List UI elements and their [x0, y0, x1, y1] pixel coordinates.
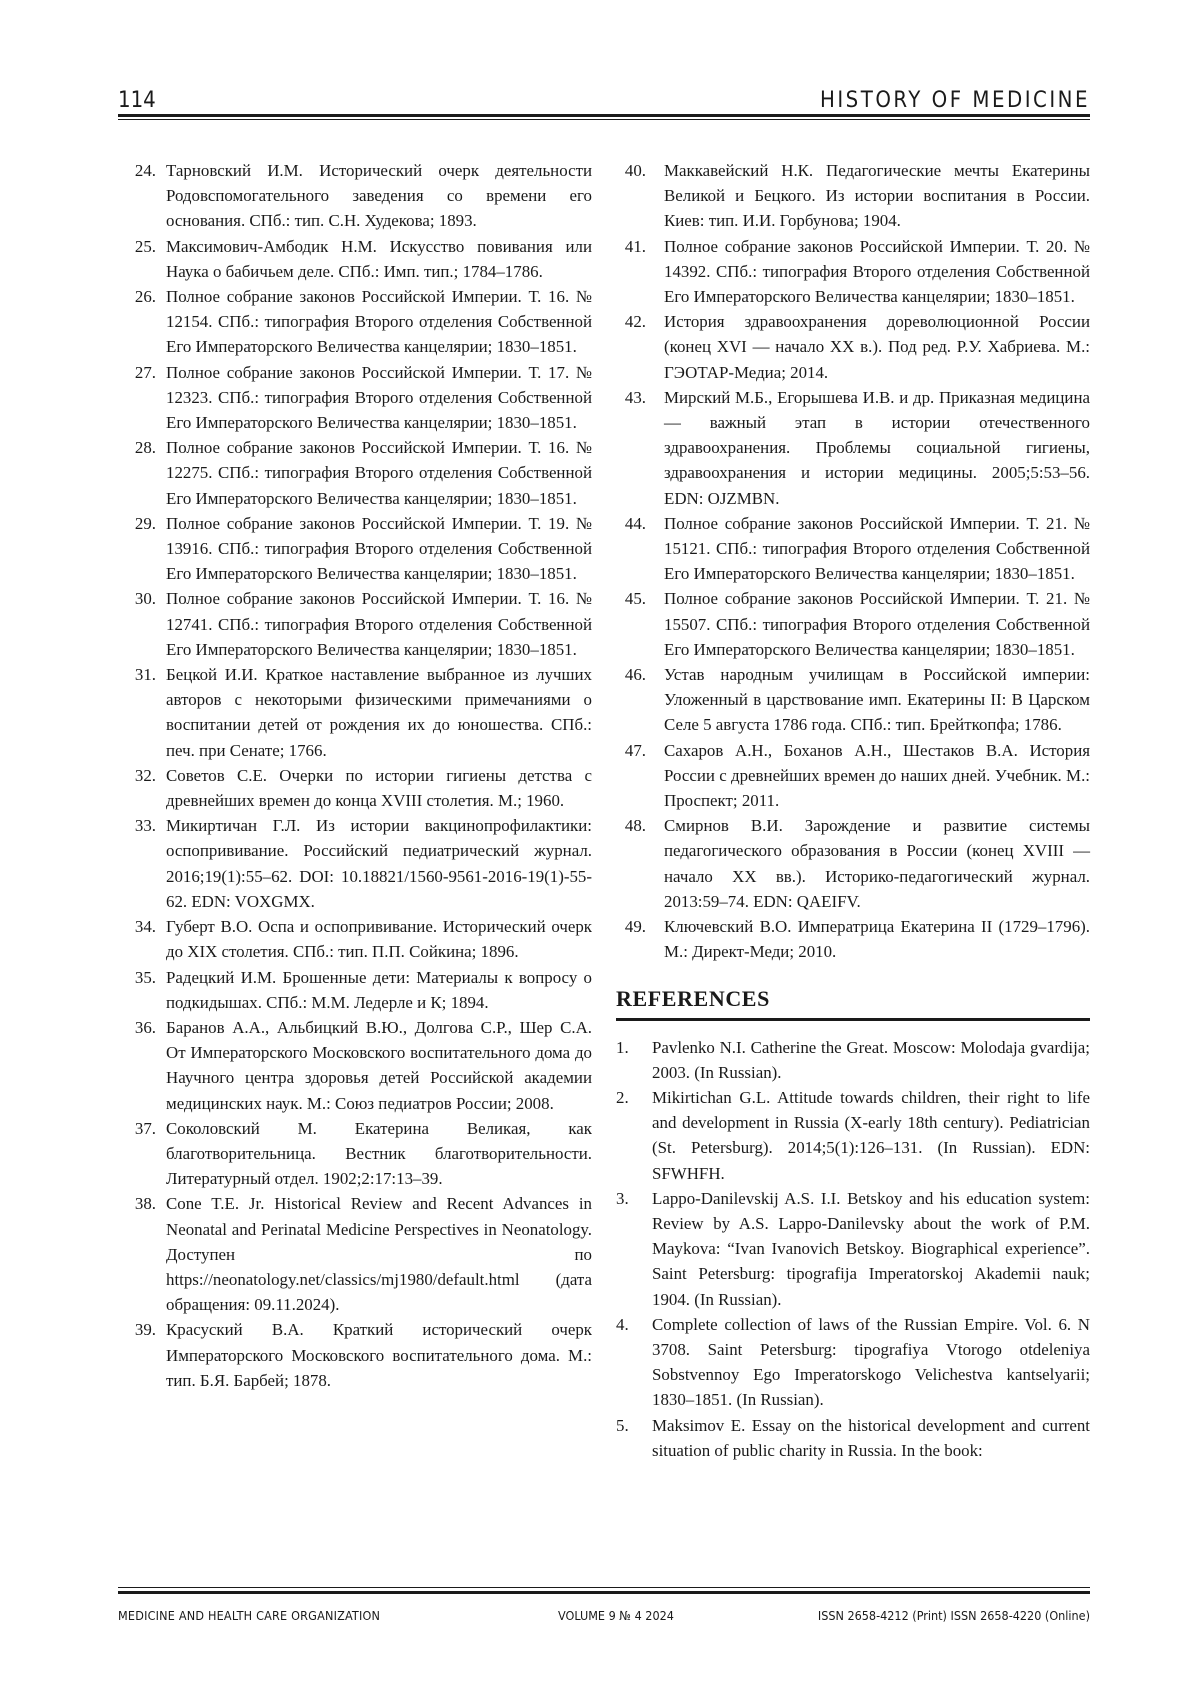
reference-text: Полное собрание законов Российской Империи. Т. 21. № 15121. СПб.: типография Второго отделения Собственной Его Императорского Величества канцелярии; 1830–1851. — [664, 513, 1090, 584]
reference-text: Радецкий И.М. Брошенные дети: Материалы к вопросу о подкидышах. СПб.: М.М. Ледерле и К; 1894. — [166, 967, 592, 1012]
footer-volume: VOLUME 9 № 4 2024 — [558, 1608, 674, 1623]
reference-item — [118, 511, 592, 587]
reference-number: 49. — [624, 917, 646, 937]
reference-item — [616, 1085, 1090, 1186]
reference-item — [616, 738, 1090, 814]
reference-text: Полное собрание законов Российской Империи. Т. 17. № 12323. СПб.: типография Второго отделения Собственной Его Императорского Величества канцелярии; 1830–1851. — [166, 362, 592, 433]
reference-number: 24. — [134, 161, 156, 180]
reference-text: Мирский М.Б., Егорышева И.В. и др. Приказная медицина — важный этап в истории отечественного здравоохранения. Проблемы социальной гигиены, здравоохранения и истории медицины. 2005;5:53–56. EDN: OJZMBN. — [664, 387, 1090, 508]
page-number: 114 — [118, 88, 156, 113]
footer-rule-thin — [118, 1587, 1090, 1588]
reference-text: Смирнов В.И. Зарождение и развитие системы педагогического образования в России (конец XVIII — начало XX вв.). Историко-педагогический журнал. 2013:59–74. EDN: QAEIFV. — [664, 816, 1090, 911]
reference-number: 47. — [624, 740, 646, 760]
reference-text: Полное собрание законов Российской Империи. Т. 16. № 12154. СПб.: типография Второго отделения Собственной Его Императорского Величества канцелярии; 1830–1851. — [166, 287, 592, 357]
reference-item — [616, 1186, 1090, 1312]
reference-number: 28. — [134, 438, 156, 458]
reference-text: Устав народным училищам в Российской империи: Уложенный в царствование имп. Екатерины II: В Царском Селе 5 августа 1786 года. СПб.: тип. Брейткопфа; 1786. — [664, 665, 1090, 735]
reference-item — [616, 1312, 1090, 1413]
page-footer — [118, 1608, 1090, 1632]
reference-text: Полное собрание законов Российской Империи. Т. 21. № 15507. СПб.: типография Второго отделения Собственной Его Императорского Величества канцелярии; 1830–1851. — [664, 589, 1090, 659]
reference-item — [616, 1413, 1090, 1463]
reference-number: 30. — [134, 589, 156, 609]
reference-text: История здравоохранения дореволюционной России (конец XVI — начало XX в.). Под ред. Р.У. Хабриева. М.: ГЭОТАР-Медиа; 2014. — [664, 312, 1090, 382]
reference-text: Полное собрание законов Российской Империи. Т. 20. № 14392. СПб.: типография Второго отделения Собственной Его Императорского Величества канцелярии; 1830–1851. — [664, 236, 1090, 307]
footer-rule-thick — [118, 1591, 1090, 1594]
reference-text: Соколовский М. Екатерина Великая, как благотворительница. Вестник благотворительности. Литературный отдел. 1902;2:17:13–39. — [166, 1118, 592, 1189]
reference-text: Complete collection of laws of the Russian Empire. Vol. 6. N 3708. Saint Petersburg: tipografiya Vtorogo otdeleniya Sobstvennoy Ego Imperatorskogo Velichestva kantselyarii; 1830–1851. (In Russian). — [652, 1314, 1090, 1410]
reference-number: 2. — [616, 1087, 629, 1107]
reference-item — [118, 914, 592, 964]
reference-number: 32. — [134, 765, 156, 785]
reference-item — [118, 284, 592, 360]
reference-item — [118, 158, 592, 234]
reference-number: 37. — [134, 1118, 156, 1138]
reference-number: 46. — [624, 665, 646, 685]
reference-text: Сахаров А.Н., Боханов А.Н., Шестаков В.А. История России с древнейших времен до наших дней. Учебник. М.: Проспект; 2011. — [664, 740, 1090, 811]
reference-item — [118, 360, 592, 436]
reference-number: 35. — [134, 967, 156, 987]
reference-item — [616, 158, 1090, 234]
reference-item — [118, 813, 592, 914]
reference-item — [616, 511, 1090, 587]
footer-journal-name: MEDICINE AND HEALTH CARE ORGANIZATION — [118, 1608, 381, 1623]
reference-text: Lappo-Danilevskij A.S. I.I. Betskoy and his education system: Review by A.S. Lappo-Danilevsky about the work of P.M. Maykova: “Ivan Ivanovich Betskoy. Biographical experience”. Saint Petersburg: tipografija Imperatorskoj Akademii nauk; 1904. (In Russian). — [652, 1188, 1090, 1309]
reference-number: 42. — [624, 312, 646, 332]
reference-item — [118, 1191, 592, 1317]
reference-number: 36. — [134, 1017, 156, 1037]
reference-number: 4. — [616, 1314, 629, 1334]
reference-number: 41. — [624, 236, 646, 256]
reference-number: 34. — [134, 917, 156, 937]
reference-item — [616, 234, 1090, 310]
reference-text: Тарновский И.М. Исторический очерк деятельности Родовспомогательного заведения со времени его основания. СПб.: тип. С.Н. Худекова; 1893. — [166, 161, 592, 231]
reference-text: Mikirtichan G.L. Attitude towards children, their right to life and development in Russia (X-early 18th century). Pediatrician (St. Petersburg). 2014;5(1):126–131. (In Russian). EDN: SFWHFH. — [652, 1087, 1090, 1183]
reference-item — [118, 1116, 592, 1192]
reference-item — [616, 813, 1090, 914]
references-heading-rule — [616, 1018, 1090, 1021]
reference-text: Максимович-Амбодик Н.М. Искусство повивания или Наука о бабичьем деле. СПб.: Имп. тип.; 1784–1786. — [166, 236, 592, 281]
footer-issn: ISSN 2658-4212 (Print) ISSN 2658-4220 (Online) — [817, 1608, 1090, 1623]
reference-number: 3. — [616, 1188, 629, 1208]
reference-number: 26. — [134, 287, 156, 307]
header-rule-thin — [118, 119, 1090, 120]
reference-number: 40. — [624, 161, 646, 180]
reference-text: Ключевский В.О. Императрица Екатерина II (1729–1796). М.: Директ-Меди; 2010. — [664, 917, 1090, 962]
reference-text: Maksimov E. Essay on the historical development and current situation of public charity in Russia. In the book: — [652, 1415, 1090, 1460]
references-heading: REFERENCES — [616, 985, 770, 1011]
reference-number: 5. — [616, 1415, 629, 1435]
reference-number: 48. — [624, 816, 646, 836]
reference-text: Микиртичан Г.Л. Из истории вакцинопрофилактики: оспопрививание. Российский педиатрический журнал. 2016;19(1):55–62. DOI: 10.18821/1560-9561-2016-19(1)-55-62. EDN: VOXGMX. — [166, 816, 592, 911]
reference-list-en — [616, 1035, 1090, 1463]
reference-number: 45. — [624, 589, 646, 609]
reference-text: Красуский В.А. Краткий исторический очерк Императорского Московского воспитательного дома. М.: тип. Б.Я. Барбей; 1878. — [166, 1320, 592, 1390]
reference-number: 44. — [624, 513, 646, 533]
left-column — [118, 158, 592, 1393]
reference-item — [118, 965, 592, 1015]
reference-number: 25. — [134, 236, 156, 256]
reference-number: 38. — [134, 1194, 156, 1214]
reference-text: Советов С.Е. Очерки по истории гигиены детства с древнейших времен до конца XVIII столетия. М.; 1960. — [166, 765, 592, 811]
reference-number: 29. — [134, 513, 156, 533]
reference-text: Маккавейский Н.К. Педагогические мечты Екатерины Великой и Бецкого. Из истории воспитания в России. Киев: тип. И.И. Горбунова; 1904. — [664, 161, 1090, 231]
reference-item — [616, 586, 1090, 662]
reference-number: 31. — [134, 665, 156, 685]
reference-text: Cone T.E. Jr. Historical Review and Recent Advances in Neonatal and Perinatal Medicine Perspectives in Neonatology. Доступен по https://neonatology.net/classics/mj1980/default.html (дата обращения: 09.11.2024). — [166, 1194, 592, 1315]
reference-item — [616, 662, 1090, 738]
reference-item — [616, 309, 1090, 385]
reference-item — [118, 662, 592, 763]
header-rule-thick — [118, 114, 1090, 117]
reference-item — [616, 1035, 1090, 1085]
reference-item — [616, 914, 1090, 964]
reference-text: Баранов А.А., Альбицкий В.Ю., Долгова С.Р., Шер С.А. От Императорского Московского воспитательного дома до Научного центра здоровья детей Российской академии медицинских наук. М.: Союз педиатров России; 2008. — [166, 1017, 592, 1113]
reference-number: 39. — [134, 1320, 156, 1340]
reference-item — [118, 763, 592, 813]
reference-number: 33. — [134, 816, 156, 836]
reference-text: Губерт В.О. Оспа и оспопрививание. Исторический очерк до XIX столетия. СПб.: тип. П.П. Сойкина; 1896. — [166, 917, 592, 962]
reference-text: Полное собрание законов Российской Империи. Т. 16. № 12275. СПб.: типография Второго отделения Собственной Его Императорского Величества канцелярии; 1830–1851. — [166, 438, 592, 508]
reference-item — [118, 586, 592, 662]
reference-item — [616, 385, 1090, 511]
reference-number: 27. — [134, 362, 156, 382]
journal-section-title: HISTORY OF MEDICINE — [819, 88, 1090, 113]
right-column — [616, 158, 1090, 1463]
reference-item — [118, 234, 592, 284]
reference-text: Pavlenko N.I. Catherine the Great. Moscow: Molodaja gvardija; 2003. (In Russian). — [652, 1037, 1090, 1082]
reference-text: Полное собрание законов Российской Империи. Т. 19. № 13916. СПб.: типография Второго отделения Собственной Его Императорского Величества канцелярии; 1830–1851. — [166, 513, 592, 584]
reference-item — [118, 1015, 592, 1116]
reference-number: 43. — [624, 387, 646, 407]
reference-item — [118, 435, 592, 511]
reference-item — [118, 1317, 592, 1393]
reference-text: Полное собрание законов Российской Империи. Т. 16. № 12741. СПб.: типография Второго отделения Собственной Его Императорского Величества канцелярии; 1830–1851. — [166, 589, 592, 659]
reference-text: Бецкой И.И. Краткое наставление выбранное из лучших авторов с некоторыми физическими примечаниями о воспитании детей от рождения их до юношества. СПб.: печ. при Сенате; 1766. — [166, 665, 592, 760]
reference-number: 1. — [616, 1037, 629, 1057]
reference-list-ru-continued — [616, 158, 1090, 965]
